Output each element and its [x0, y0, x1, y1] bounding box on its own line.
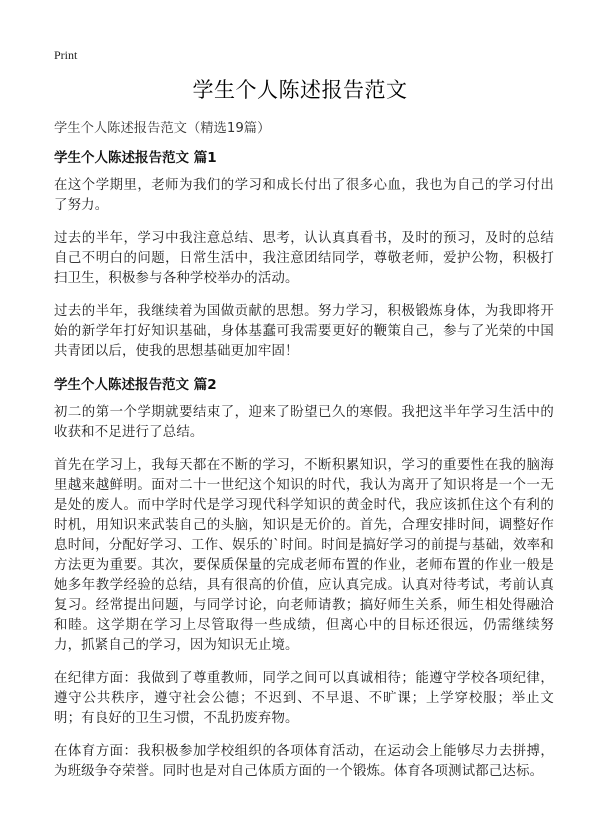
- paragraph: 过去的半年，学习中我注意总结、思考，认认真真看书，及时的预习，及时的总结自己不明白的问题，日常生活中，我注意团结同学，尊敬老师，爱护公物，积极打扫卫生，积极参与各种学校举办的活动。: [54, 231, 554, 286]
- paragraph: 在纪律方面：我做到了尊重教师，同学之间可以真诚相待；能遵守学校各项纪律，遵守公共秩序，遵守社会公德；不迟到、不早退、不旷课；上学穿校服；举止文明；有良好的卫生习惯，不乱扔废弃物。: [54, 671, 554, 726]
- section-heading: 学生个人陈述报告范文 篇1: [54, 150, 217, 166]
- paragraph: 过去的半年，我继续着为国做贡献的思想。努力学习，积极锻炼身体，为我即将开始的新学年打好知识基础，身体基蠢可我需要更好的鞭策自己，参与了光荣的中国共青团以后，使我的思想基础更加牢固！: [54, 304, 554, 359]
- section-2: [54, 375, 554, 782]
- paragraph: 在体育方面：我积极参加学校组织的各项体育活动，在运动会上能够尽力去拼搏，为班级争夺荣誉。同时也是对自己体质方面的一个锻炼。体育各项测试都己达标。: [54, 744, 554, 779]
- page-title: 学生个人陈述报告范文: [192, 78, 408, 102]
- paragraph: 初二的第一个学期就要结束了，迎来了盼望已久的寒假。我把这半年学习生活中的收获和不足进行了总结。: [54, 405, 554, 440]
- paragraph: 首先在学习上，我每天都在不断的学习，不断积累知识，学习的重要性在我的脑海里越来越鲜明。面对二十一世纪这个知识的时代，我认为离开了知识将是一个一无是处的废人。而中学时代是学习现代科学知识的黄金时代，我应该抓住这个有利的时机，用知识来武装自己的头脑，知识是无价的。首先，合理安排时间，调整好作息时间，分配好学习、工作、娱乐的`时间。时间是搞好学习的前提与基础，效率和方法更为重要。其次，要保质保量的完成老师布置的作业，老师布置的作业一般是她多年教学经验的总结，具有很高的价值，应认真完成。认真对待考试，考前认真复习。经常提出问题，与同学讨论，向老师请教；搞好师生关系，师生相处得融洽和睦。这学期在学习上尽管取得一些成绩，但离心中的目标还很远，仍需继续努力，抓紧自己的学习，因为知识无止境。: [54, 458, 554, 653]
- document-subtitle: 学生个人陈述报告范文（精选19篇）: [54, 121, 271, 136]
- section-1: [54, 148, 554, 362]
- section-heading: 学生个人陈述报告范文 篇2: [54, 377, 217, 393]
- print-link[interactable]: Print: [54, 48, 78, 62]
- paragraph: 在这个学期里，老师为我们的学习和成长付出了很多心血，我也为自己的学习付出了努力。: [54, 178, 554, 213]
- document-body: [54, 119, 554, 795]
